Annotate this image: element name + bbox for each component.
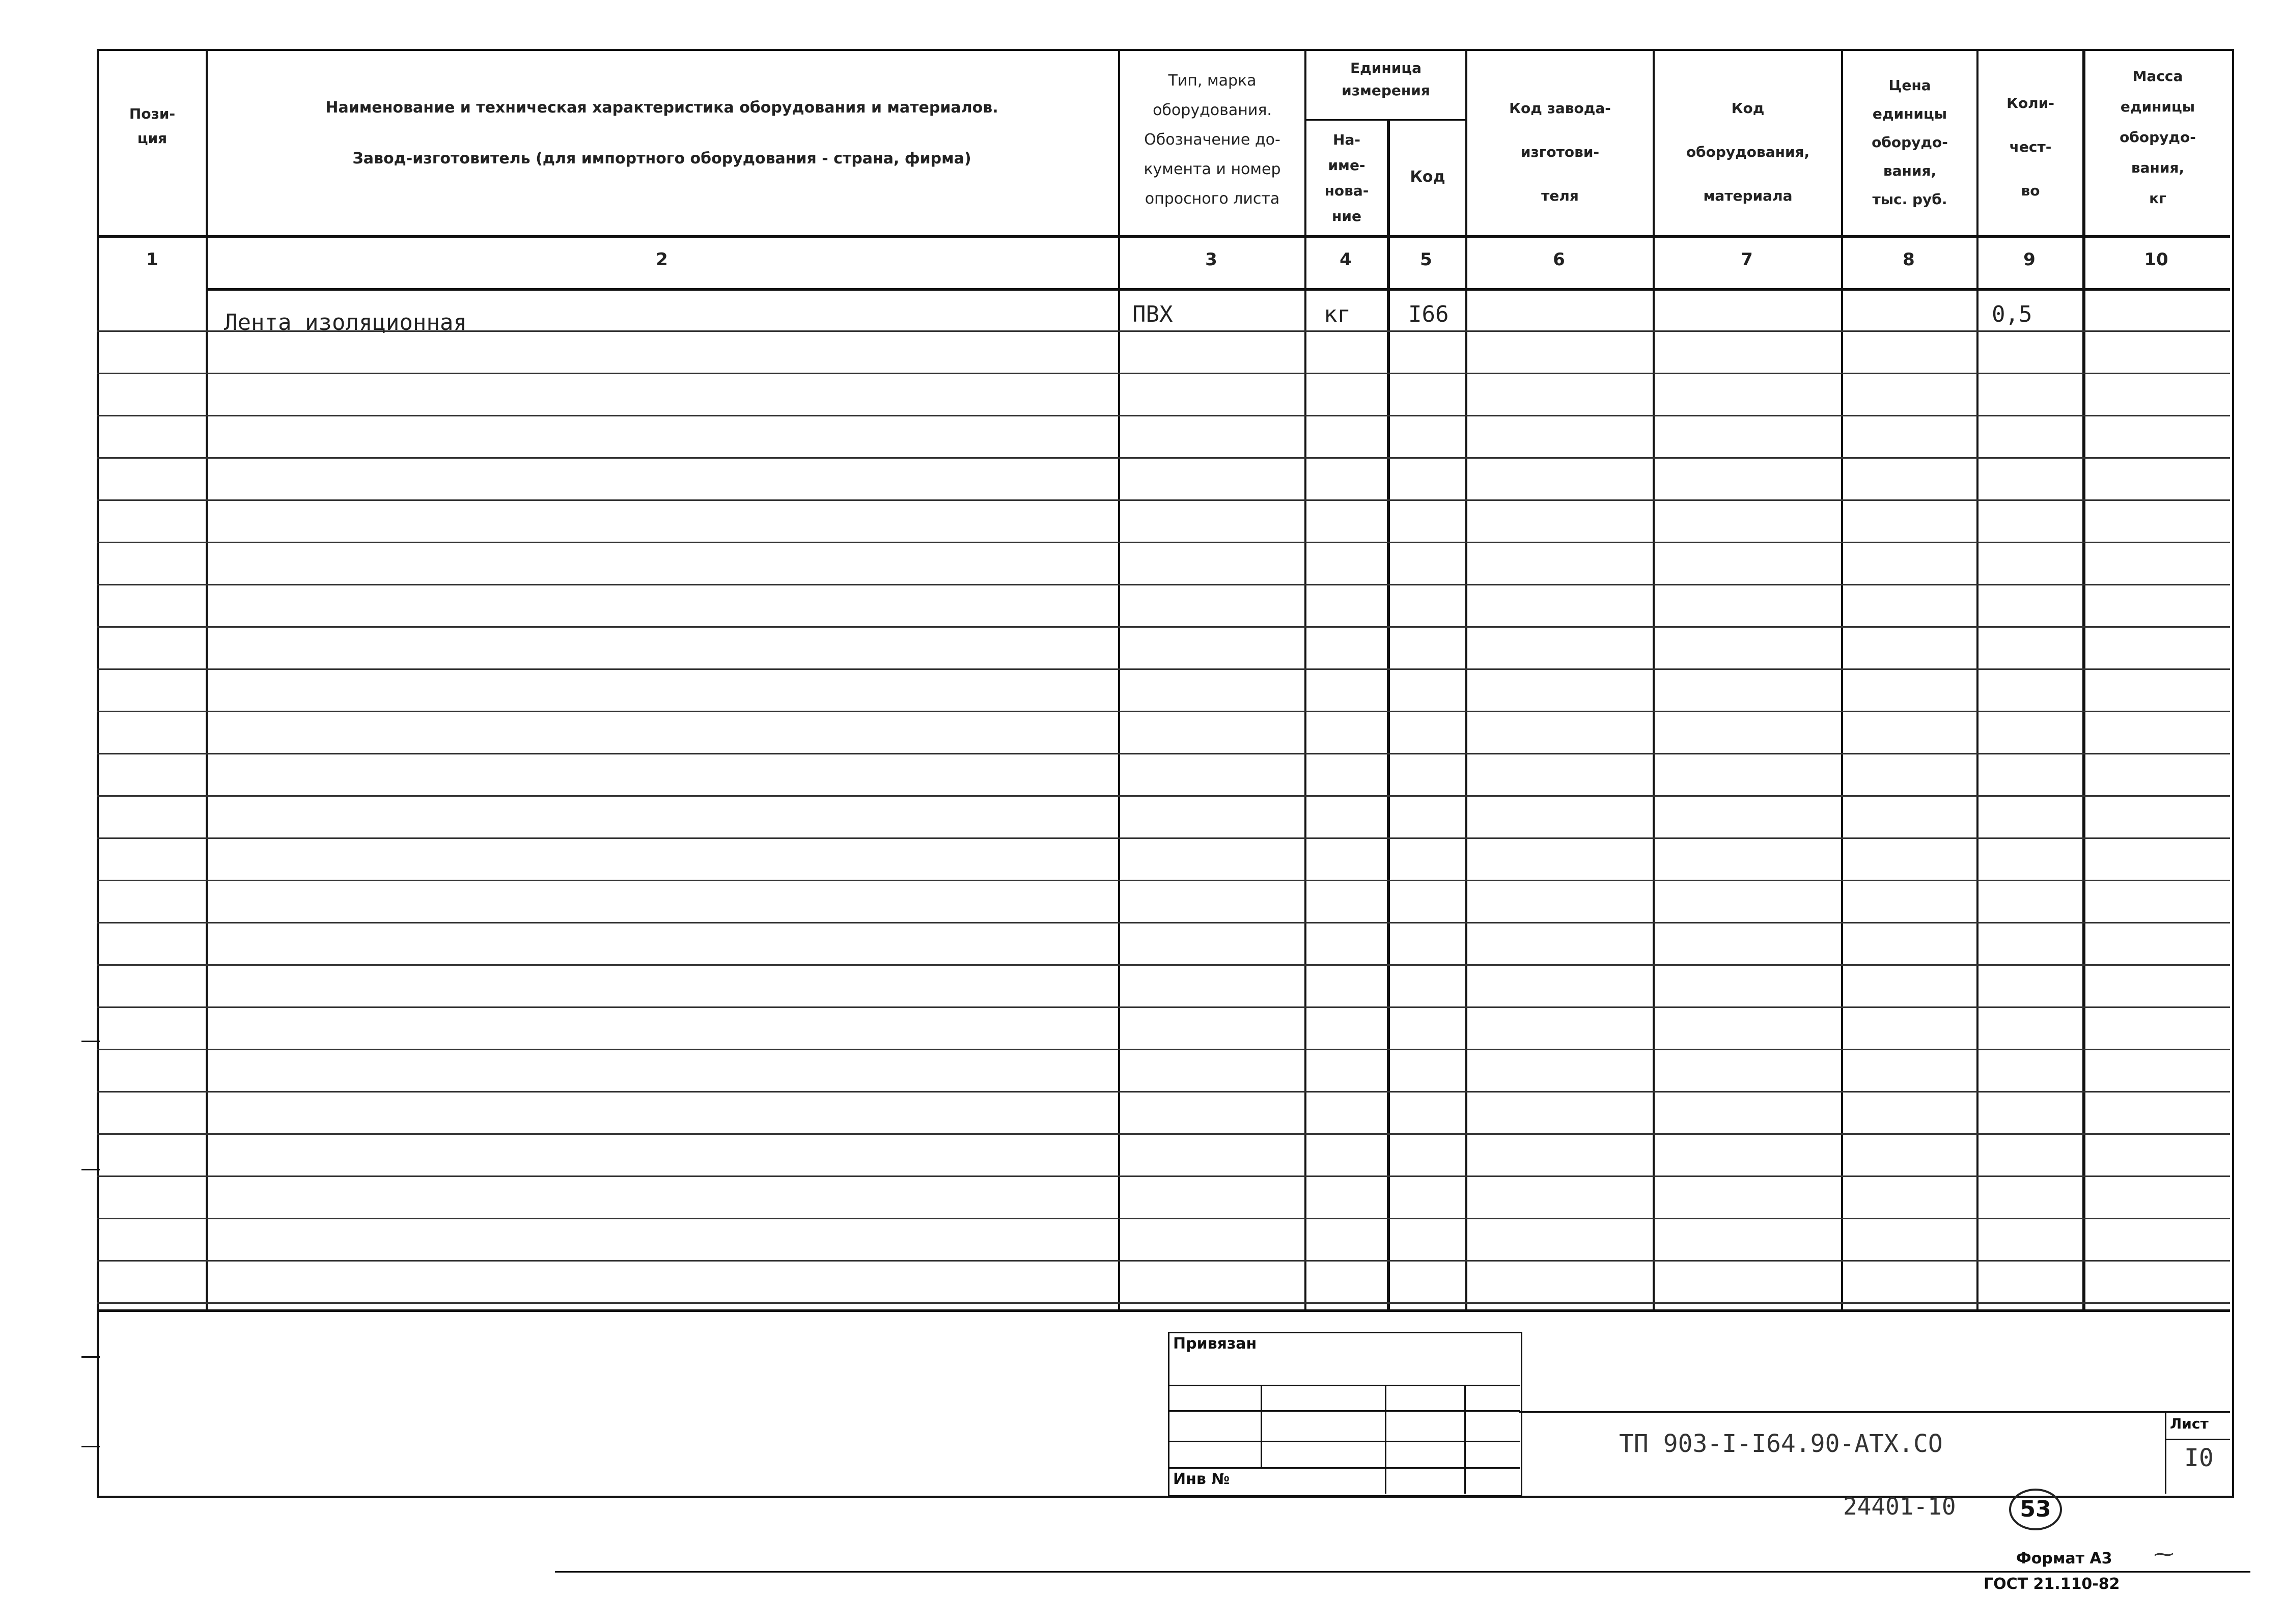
item-name: Лента изоляционная bbox=[224, 310, 467, 335]
table-row bbox=[97, 542, 2230, 543]
table-row bbox=[97, 711, 2230, 712]
col-line bbox=[1465, 49, 1467, 1311]
table-row bbox=[97, 457, 2230, 459]
sheet-divider bbox=[2165, 1439, 2230, 1440]
col-line bbox=[206, 49, 208, 1311]
number-row-divider bbox=[206, 288, 2230, 291]
col-number: 3 bbox=[1205, 249, 1217, 270]
table-row bbox=[97, 837, 2230, 839]
col-number: 4 bbox=[1340, 249, 1352, 270]
header-mass: Масса единицы оборудо- вания, кг bbox=[2120, 68, 2196, 207]
col-line bbox=[1841, 49, 1843, 1311]
table-row bbox=[97, 1049, 2230, 1050]
format-label: Формат А3 bbox=[2016, 1550, 2112, 1567]
margin-tick bbox=[81, 1169, 100, 1170]
table-row bbox=[97, 415, 2230, 416]
signature: ⁓ bbox=[2154, 1543, 2174, 1566]
header-name-line2: Завод-изготовитель (для импортного оборудования - страна, фирма) bbox=[352, 150, 971, 167]
item-unit: кг bbox=[1324, 301, 1351, 327]
header-unit-name: На- име- нова- ние bbox=[1324, 131, 1369, 225]
item-type: ПВХ bbox=[1132, 301, 1173, 327]
col-line bbox=[1653, 49, 1655, 1311]
unit-subdivider bbox=[1304, 119, 1467, 121]
table-row bbox=[97, 1175, 2230, 1177]
stamp-line bbox=[1385, 1385, 1386, 1494]
header-item-code: Код оборудования, материала bbox=[1686, 100, 1810, 204]
document-designation: ТП 903-I-I64.90-АТХ.СО bbox=[1619, 1430, 1943, 1458]
sheet-number: I0 bbox=[2184, 1444, 2214, 1472]
col-line bbox=[1118, 49, 1120, 1311]
inv-label: Инв № bbox=[1173, 1470, 1230, 1488]
header-position: Пози- ция bbox=[129, 105, 176, 147]
table-bottom bbox=[97, 1309, 2230, 1312]
header-maker-code: Код завода- изготови- теля bbox=[1509, 100, 1611, 204]
table-row bbox=[97, 584, 2230, 585]
col-number: 7 bbox=[1741, 249, 1753, 270]
item-unit-code: I66 bbox=[1408, 301, 1449, 327]
table-row bbox=[97, 1218, 2230, 1219]
header-unit-code: Код bbox=[1410, 168, 1445, 186]
col-number: 1 bbox=[146, 249, 158, 270]
title-block-top bbox=[1519, 1411, 2230, 1413]
col-line bbox=[1387, 119, 1390, 1311]
stamp-line bbox=[1168, 1410, 1520, 1412]
table-row bbox=[97, 373, 2230, 374]
stamp-line bbox=[1168, 1467, 1520, 1469]
stamp-line bbox=[1464, 1385, 1466, 1494]
header-name-line1: Наименование и техническая характеристика оборудования и материалов. bbox=[325, 99, 998, 117]
table-row bbox=[97, 1133, 2230, 1135]
stamp-line bbox=[1168, 1385, 1520, 1386]
header-unit-group: Единица измерения bbox=[1342, 60, 1430, 99]
stamp-line bbox=[1168, 1441, 1520, 1442]
table-row bbox=[97, 1006, 2230, 1008]
margin-tick bbox=[81, 1041, 100, 1042]
table-row bbox=[97, 1302, 2230, 1304]
table-row bbox=[97, 626, 2230, 628]
footer-rule bbox=[555, 1571, 2250, 1573]
col-line bbox=[2082, 49, 2085, 1311]
gost-label: ГОСТ 21.110-82 bbox=[1984, 1575, 2120, 1593]
table-row bbox=[97, 964, 2230, 966]
attached-label: Привязан bbox=[1173, 1335, 1257, 1353]
table-row bbox=[97, 753, 2230, 754]
col-number: 2 bbox=[656, 249, 668, 270]
table-row bbox=[97, 795, 2230, 797]
stamp-line bbox=[1261, 1385, 1262, 1467]
col-line bbox=[1976, 49, 1979, 1311]
header-type: Тип, марка оборудования. Обозначение до- кумента и номер опросного листа bbox=[1144, 72, 1281, 208]
col-number: 6 bbox=[1553, 249, 1565, 270]
table-row bbox=[97, 668, 2230, 670]
col-number: 10 bbox=[2144, 249, 2168, 270]
header-qty: Коли- чест- во bbox=[2007, 95, 2054, 199]
header-divider bbox=[97, 235, 2230, 238]
table-row bbox=[97, 922, 2230, 923]
col-line bbox=[1304, 49, 1306, 1311]
header-price: Цена единицы оборудо- вания, тыс. руб. bbox=[1872, 77, 1948, 208]
col-number: 5 bbox=[1420, 249, 1432, 270]
item-qty: 0,5 bbox=[1992, 301, 2032, 327]
circled-page-number: 53 bbox=[2009, 1489, 2062, 1530]
table-row bbox=[97, 880, 2230, 881]
table-row bbox=[97, 1091, 2230, 1093]
col-number: 9 bbox=[2023, 249, 2036, 270]
margin-tick bbox=[81, 1356, 100, 1358]
table-row bbox=[97, 499, 2230, 501]
archive-number: 24401-10 bbox=[1843, 1493, 1956, 1520]
table-row bbox=[97, 1260, 2230, 1262]
margin-tick bbox=[81, 1446, 100, 1447]
sheet-label: Лист bbox=[2170, 1415, 2209, 1432]
col-number: 8 bbox=[1903, 249, 1915, 270]
